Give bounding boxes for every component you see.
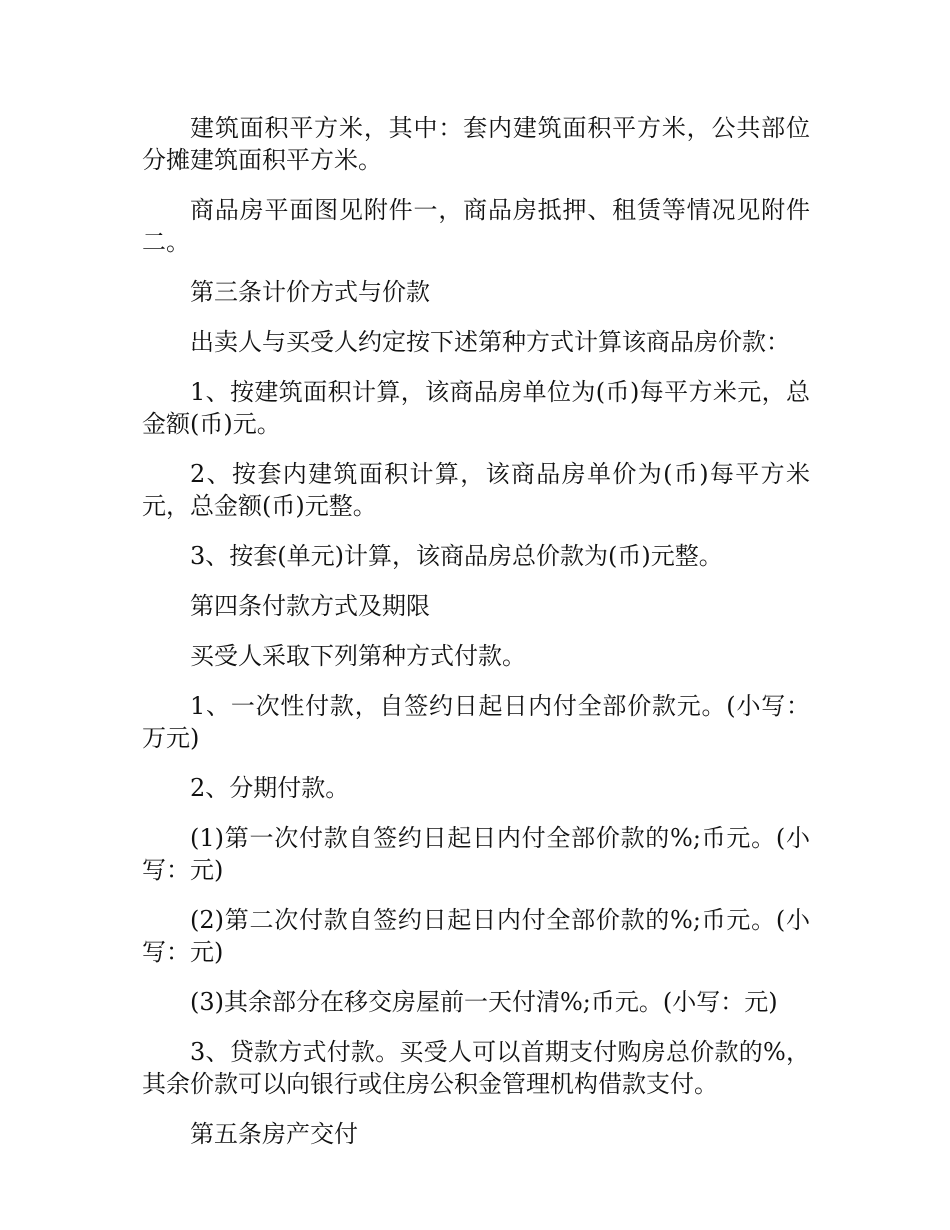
paragraph-payment-lump-sum: 1、一次性付款，自签约日起日内付全部价款元。(小写：万元) xyxy=(142,692,810,752)
paragraph-payment-installments: 2、分期付款。 xyxy=(190,774,350,802)
section-heading-article-5: 第五条房产交付 xyxy=(190,1120,358,1148)
section-heading-article-3: 第三条计价方式与价款 xyxy=(190,278,430,306)
paragraph-pricing-option-2: 2、按套内建筑面积计算，该商品房单价为(币)每平方米元，总金额(币)元整。 xyxy=(142,460,810,520)
paragraph-pricing-option-1: 1、按建筑面积计算，该商品房单位为(币)每平方米元，总金额(币)元。 xyxy=(142,378,810,438)
paragraph-installment-3: (3)其余部分在移交房屋前一天付清%;币元。(小写：元) xyxy=(190,988,778,1016)
paragraph-pricing-option-3: 3、按套(单元)计算，该商品房总价款为(币)元整。 xyxy=(190,542,723,570)
paragraph-payment-method: 买受人采取下列第种方式付款。 xyxy=(190,642,526,670)
paragraph-pricing-agreement: 出卖人与买受人约定按下述第种方式计算该商品房价款： xyxy=(190,328,790,356)
paragraph-installment-2: (2)第二次付款自签约日起日内付全部价款的%;币元。(小写：元) xyxy=(142,906,810,966)
document-page xyxy=(142,112,810,1168)
paragraph-attachments: 商品房平面图见附件一，商品房抵押、租赁等情况见附件二。 xyxy=(142,196,810,256)
paragraph-installment-1: (1)第一次付款自签约日起日内付全部价款的%;币元。(小写：元) xyxy=(142,824,810,884)
paragraph-area-detail: 建筑面积平方米，其中：套内建筑面积平方米，公共部位分摊建筑面积平方米。 xyxy=(142,114,810,174)
section-heading-article-4: 第四条付款方式及期限 xyxy=(190,592,430,620)
paragraph-payment-loan: 3、贷款方式付款。买受人可以首期支付购房总价款的%，其余价款可以向银行或住房公积金管理机构借款支付。 xyxy=(142,1038,810,1098)
